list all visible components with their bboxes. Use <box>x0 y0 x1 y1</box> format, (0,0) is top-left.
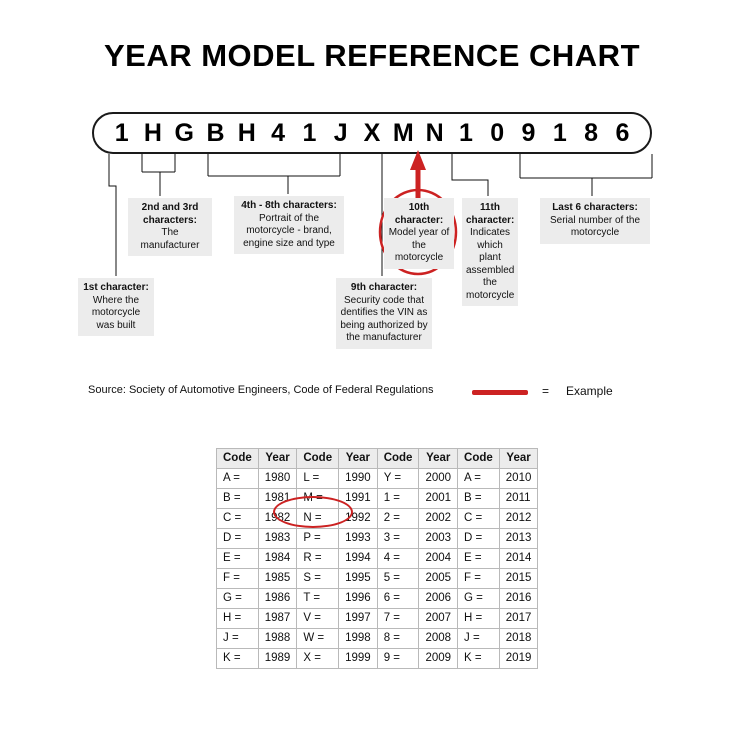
year-cell: 2009 <box>419 649 458 669</box>
table-row <box>217 589 538 609</box>
vin-char: 1 <box>458 118 473 147</box>
table-row <box>217 489 538 509</box>
code-cell: 1 = <box>377 489 419 509</box>
callout-heading: 2nd and 3rd characters: <box>141 202 199 226</box>
code-cell: V = <box>297 609 339 629</box>
year-cell: 2000 <box>419 469 458 489</box>
callout-body: Security code that dentifies the VIN as being authorized by the manufacturer <box>340 294 428 343</box>
vin-char-model-year: M <box>392 118 414 147</box>
code-cell: 5 = <box>377 569 419 589</box>
code-cell: 9 = <box>377 649 419 669</box>
code-cell: D = <box>458 529 500 549</box>
table-row <box>217 649 538 669</box>
vin-char: H <box>143 118 162 147</box>
column-header: Code <box>458 449 500 469</box>
vin-char: 1 <box>114 118 129 147</box>
code-cell: D = <box>217 529 259 549</box>
table-row <box>217 509 538 529</box>
vin-char: N <box>425 118 444 147</box>
callout-heading: 10th character: <box>394 202 444 226</box>
callout-last-6-characters <box>540 198 650 244</box>
vin-display <box>92 112 652 154</box>
callout-9th-character <box>336 278 432 349</box>
code-cell: P = <box>297 529 339 549</box>
year-cell: 2011 <box>499 489 538 509</box>
year-cell: 1981 <box>258 489 297 509</box>
code-cell: H = <box>458 609 500 629</box>
code-cell: G = <box>458 589 500 609</box>
year-cell: 2005 <box>419 569 458 589</box>
callout-1st-character <box>78 278 154 336</box>
callout-11th-character <box>462 198 518 306</box>
code-cell: Y = <box>377 469 419 489</box>
year-cell: 1994 <box>339 549 378 569</box>
page-title: YEAR MODEL REFERENCE CHART <box>103 38 641 73</box>
year-cell: 1996 <box>339 589 378 609</box>
callout-heading: 11th character: <box>466 202 515 226</box>
code-cell: C = <box>217 509 259 529</box>
year-cell: 1997 <box>339 609 378 629</box>
year-cell: 2019 <box>499 649 538 669</box>
code-cell: N = <box>297 509 339 529</box>
year-cell: 2002 <box>419 509 458 529</box>
year-cell: 1985 <box>258 569 297 589</box>
code-cell: S = <box>297 569 339 589</box>
code-cell: X = <box>297 649 339 669</box>
year-cell: 2008 <box>419 629 458 649</box>
table-row <box>217 609 538 629</box>
vin-char: X <box>363 118 381 147</box>
code-cell: C = <box>458 509 500 529</box>
column-header: Code <box>217 449 259 469</box>
table-header-row <box>217 449 538 469</box>
vin-char: 4 <box>271 118 286 147</box>
vin-char: 1 <box>552 118 567 147</box>
year-cell: 2010 <box>499 469 538 489</box>
column-header: Year <box>499 449 538 469</box>
code-cell: K = <box>217 649 259 669</box>
year-cell: 1998 <box>339 629 378 649</box>
year-cell: 1983 <box>258 529 297 549</box>
code-cell: E = <box>458 549 500 569</box>
code-cell: 7 = <box>377 609 419 629</box>
year-cell: 2014 <box>499 549 538 569</box>
callout-heading: 1st character: <box>83 282 149 293</box>
code-cell: A = <box>458 469 500 489</box>
code-cell: L = <box>297 469 339 489</box>
callout-10th-character <box>384 198 454 269</box>
table-row <box>217 629 538 649</box>
callout-body: Serial number of the motorcycle <box>549 214 641 238</box>
year-cell: 1989 <box>258 649 297 669</box>
column-header: Code <box>297 449 339 469</box>
vin-char: B <box>206 118 225 147</box>
vin-char: 0 <box>490 118 505 147</box>
column-header: Code <box>377 449 419 469</box>
example-legend-dash-icon <box>472 390 528 395</box>
vin-char: J <box>333 118 348 147</box>
vin-char: 6 <box>615 118 630 147</box>
code-cell: 8 = <box>377 629 419 649</box>
callout-heading: 9th character: <box>350 282 418 293</box>
vin-char: 9 <box>521 118 536 147</box>
year-cell: 1990 <box>339 469 378 489</box>
code-cell: W = <box>297 629 339 649</box>
source-note: Source: Society of Automotive Engineers, Code of Federal Regulations <box>88 384 434 396</box>
code-cell: R = <box>297 549 339 569</box>
code-year-table <box>216 448 538 669</box>
year-cell: 2013 <box>499 529 538 549</box>
callout-body: Indicates which plant assembled the motorcycle <box>466 227 515 301</box>
code-cell: E = <box>217 549 259 569</box>
code-cell: 2 = <box>377 509 419 529</box>
table-row <box>217 529 538 549</box>
code-cell: A = <box>217 469 259 489</box>
vin-char: 8 <box>584 118 599 147</box>
code-cell: G = <box>217 589 259 609</box>
vin-char: G <box>174 118 194 147</box>
code-year-table-wrapper <box>216 448 538 669</box>
code-cell: H = <box>217 609 259 629</box>
code-cell: T = <box>297 589 339 609</box>
legend-equals-sign: = <box>542 384 550 398</box>
year-cell: 2003 <box>419 529 458 549</box>
year-cell: 1999 <box>339 649 378 669</box>
year-cell: 1988 <box>258 629 297 649</box>
code-cell-highlighted: M = <box>297 489 339 509</box>
code-cell: B = <box>217 489 259 509</box>
year-cell: 2012 <box>499 509 538 529</box>
year-cell: 2004 <box>419 549 458 569</box>
year-cell: 2018 <box>499 629 538 649</box>
column-header: Year <box>339 449 378 469</box>
code-cell: K = <box>458 649 500 669</box>
year-cell: 2017 <box>499 609 538 629</box>
column-header: Year <box>419 449 458 469</box>
year-cell: 1984 <box>258 549 297 569</box>
year-cell: 2007 <box>419 609 458 629</box>
code-cell: 3 = <box>377 529 419 549</box>
year-cell: 1992 <box>339 509 378 529</box>
year-cell: 1987 <box>258 609 297 629</box>
vin-char: H <box>237 118 256 147</box>
callout-4th-8th-characters <box>234 196 344 254</box>
year-cell: 1993 <box>339 529 378 549</box>
callout-heading: 4th - 8th characters: <box>241 200 337 211</box>
table-row <box>217 569 538 589</box>
legend-example-label: Example <box>566 384 613 398</box>
callout-body: Model year of the motorcycle <box>388 227 450 263</box>
callout-body: Where the motorcycle was built <box>91 294 141 331</box>
year-cell: 1980 <box>258 469 297 489</box>
callout-body: Portrait of the motorcycle - brand, engine size and type <box>243 212 335 249</box>
year-cell: 1982 <box>258 509 297 529</box>
column-header: Year <box>258 449 297 469</box>
vin-character-row <box>92 112 652 154</box>
year-cell: 1995 <box>339 569 378 589</box>
vin-char: 1 <box>302 118 317 147</box>
table-row <box>217 469 538 489</box>
year-cell: 2001 <box>419 489 458 509</box>
year-cell: 2006 <box>419 589 458 609</box>
year-cell: 2016 <box>499 589 538 609</box>
year-cell: 2015 <box>499 569 538 589</box>
code-cell: J = <box>217 629 259 649</box>
code-cell: J = <box>458 629 500 649</box>
code-cell: 6 = <box>377 589 419 609</box>
callout-2nd-3rd-characters <box>128 198 212 256</box>
table-row <box>217 549 538 569</box>
callout-heading: Last 6 characters: <box>552 202 638 213</box>
code-cell: B = <box>458 489 500 509</box>
code-cell: F = <box>458 569 500 589</box>
year-cell: 1986 <box>258 589 297 609</box>
year-cell-highlighted: 1991 <box>339 489 378 509</box>
code-cell: F = <box>217 569 259 589</box>
callout-body: The manufacturer <box>140 227 200 251</box>
code-cell: 4 = <box>377 549 419 569</box>
